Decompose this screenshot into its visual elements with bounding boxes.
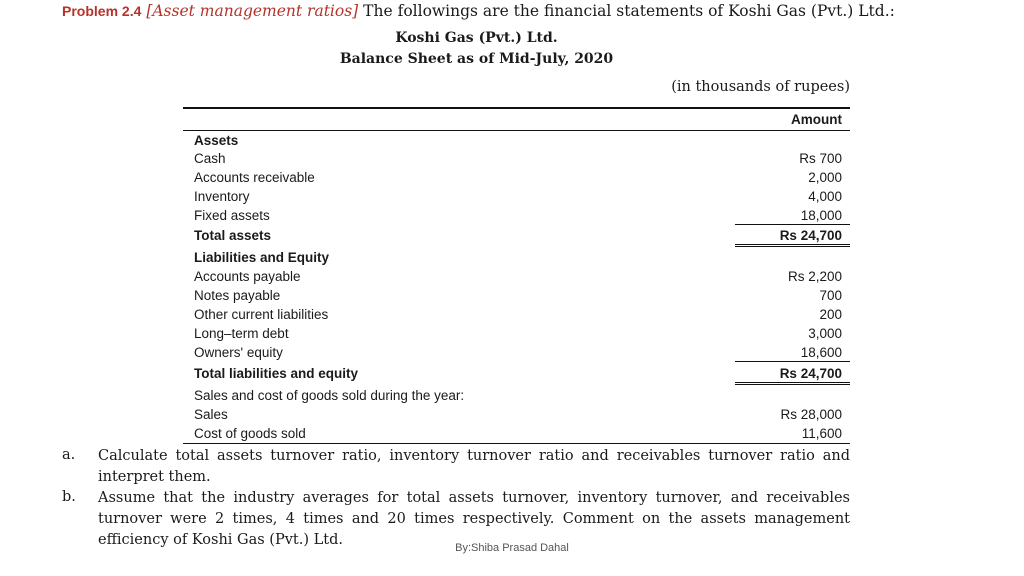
sales-value: Rs 28,000 xyxy=(780,407,842,422)
question-letter: b. xyxy=(62,489,76,505)
asset-label: Inventory xyxy=(194,189,250,204)
cogs-label: Cost of goods sold xyxy=(194,426,306,441)
total-assets-label: Total assets xyxy=(194,228,272,243)
cogs-value: 11,600 xyxy=(801,426,842,441)
asset-label: Fixed assets xyxy=(194,208,270,223)
question-text: Calculate total assets turnover ratio, inventory turnover ratio and receivables turnover ratio and interpret them. xyxy=(98,448,850,485)
liability-label: Long–term debt xyxy=(194,326,289,341)
asset-label: Accounts receivable xyxy=(194,170,315,185)
liability-value: 3,000 xyxy=(808,326,842,341)
assets-heading: Assets xyxy=(194,133,239,148)
problem-text: The followings are the financial statements of Koshi Gas (Pvt.) Ltd.: xyxy=(363,2,895,20)
company-name: Koshi Gas (Pvt.) Ltd. xyxy=(395,30,558,46)
asset-label: Cash xyxy=(194,151,226,166)
total-double-rule xyxy=(735,382,850,385)
units-note: (in thousands of rupees) xyxy=(671,79,850,95)
sales-heading: Sales and cost of goods sold during the year: xyxy=(194,388,465,403)
liability-label: Accounts payable xyxy=(194,269,301,284)
asset-value: Rs 700 xyxy=(799,151,842,166)
problem-number: Problem 2.4 xyxy=(62,3,142,19)
subtotal-rule xyxy=(735,361,850,362)
statement-title: Balance Sheet as of Mid-July, 2020 xyxy=(339,51,614,67)
asset-value: 4,000 xyxy=(808,189,842,204)
liabilities-heading: Liabilities and Equity xyxy=(194,250,330,265)
total-assets-value: Rs 24,700 xyxy=(779,228,842,243)
amount-column-header: Amount xyxy=(791,112,842,127)
total-liabilities-value: Rs 24,700 xyxy=(779,366,842,381)
sales-label: Sales xyxy=(194,407,228,422)
header-rule xyxy=(183,130,850,131)
subtotal-rule xyxy=(735,224,850,225)
question-letter: a. xyxy=(62,447,76,463)
liability-value: Rs 2,200 xyxy=(787,269,842,284)
liability-label: Other current liabilities xyxy=(194,307,329,322)
liability-value: 18,600 xyxy=(800,345,842,360)
author-footer: By:Shiba Prasad Dahal xyxy=(455,542,569,554)
liability-value: 200 xyxy=(819,307,842,322)
problem-statement xyxy=(62,2,895,20)
asset-value: 2,000 xyxy=(808,170,842,185)
liability-label: Notes payable xyxy=(194,288,281,303)
liability-label: Owners' equity xyxy=(194,345,283,360)
liability-value: 700 xyxy=(819,288,842,303)
total-liabilities-label: Total liabilities and equity xyxy=(194,366,359,381)
question-text: Assume that the industry averages for total assets turnover, inventory turnover, and receivables turnover were 2 times, 4 times and 20 times respectively. Comment on the assets management efficiency of Koshi Gas (Pvt.) Ltd. xyxy=(98,490,850,548)
table-top-rule xyxy=(183,107,850,109)
problem-topic: [Asset management ratios] xyxy=(146,2,359,20)
asset-value: 18,000 xyxy=(800,208,842,223)
table-bottom-rule xyxy=(183,443,850,444)
total-double-rule xyxy=(735,244,850,247)
